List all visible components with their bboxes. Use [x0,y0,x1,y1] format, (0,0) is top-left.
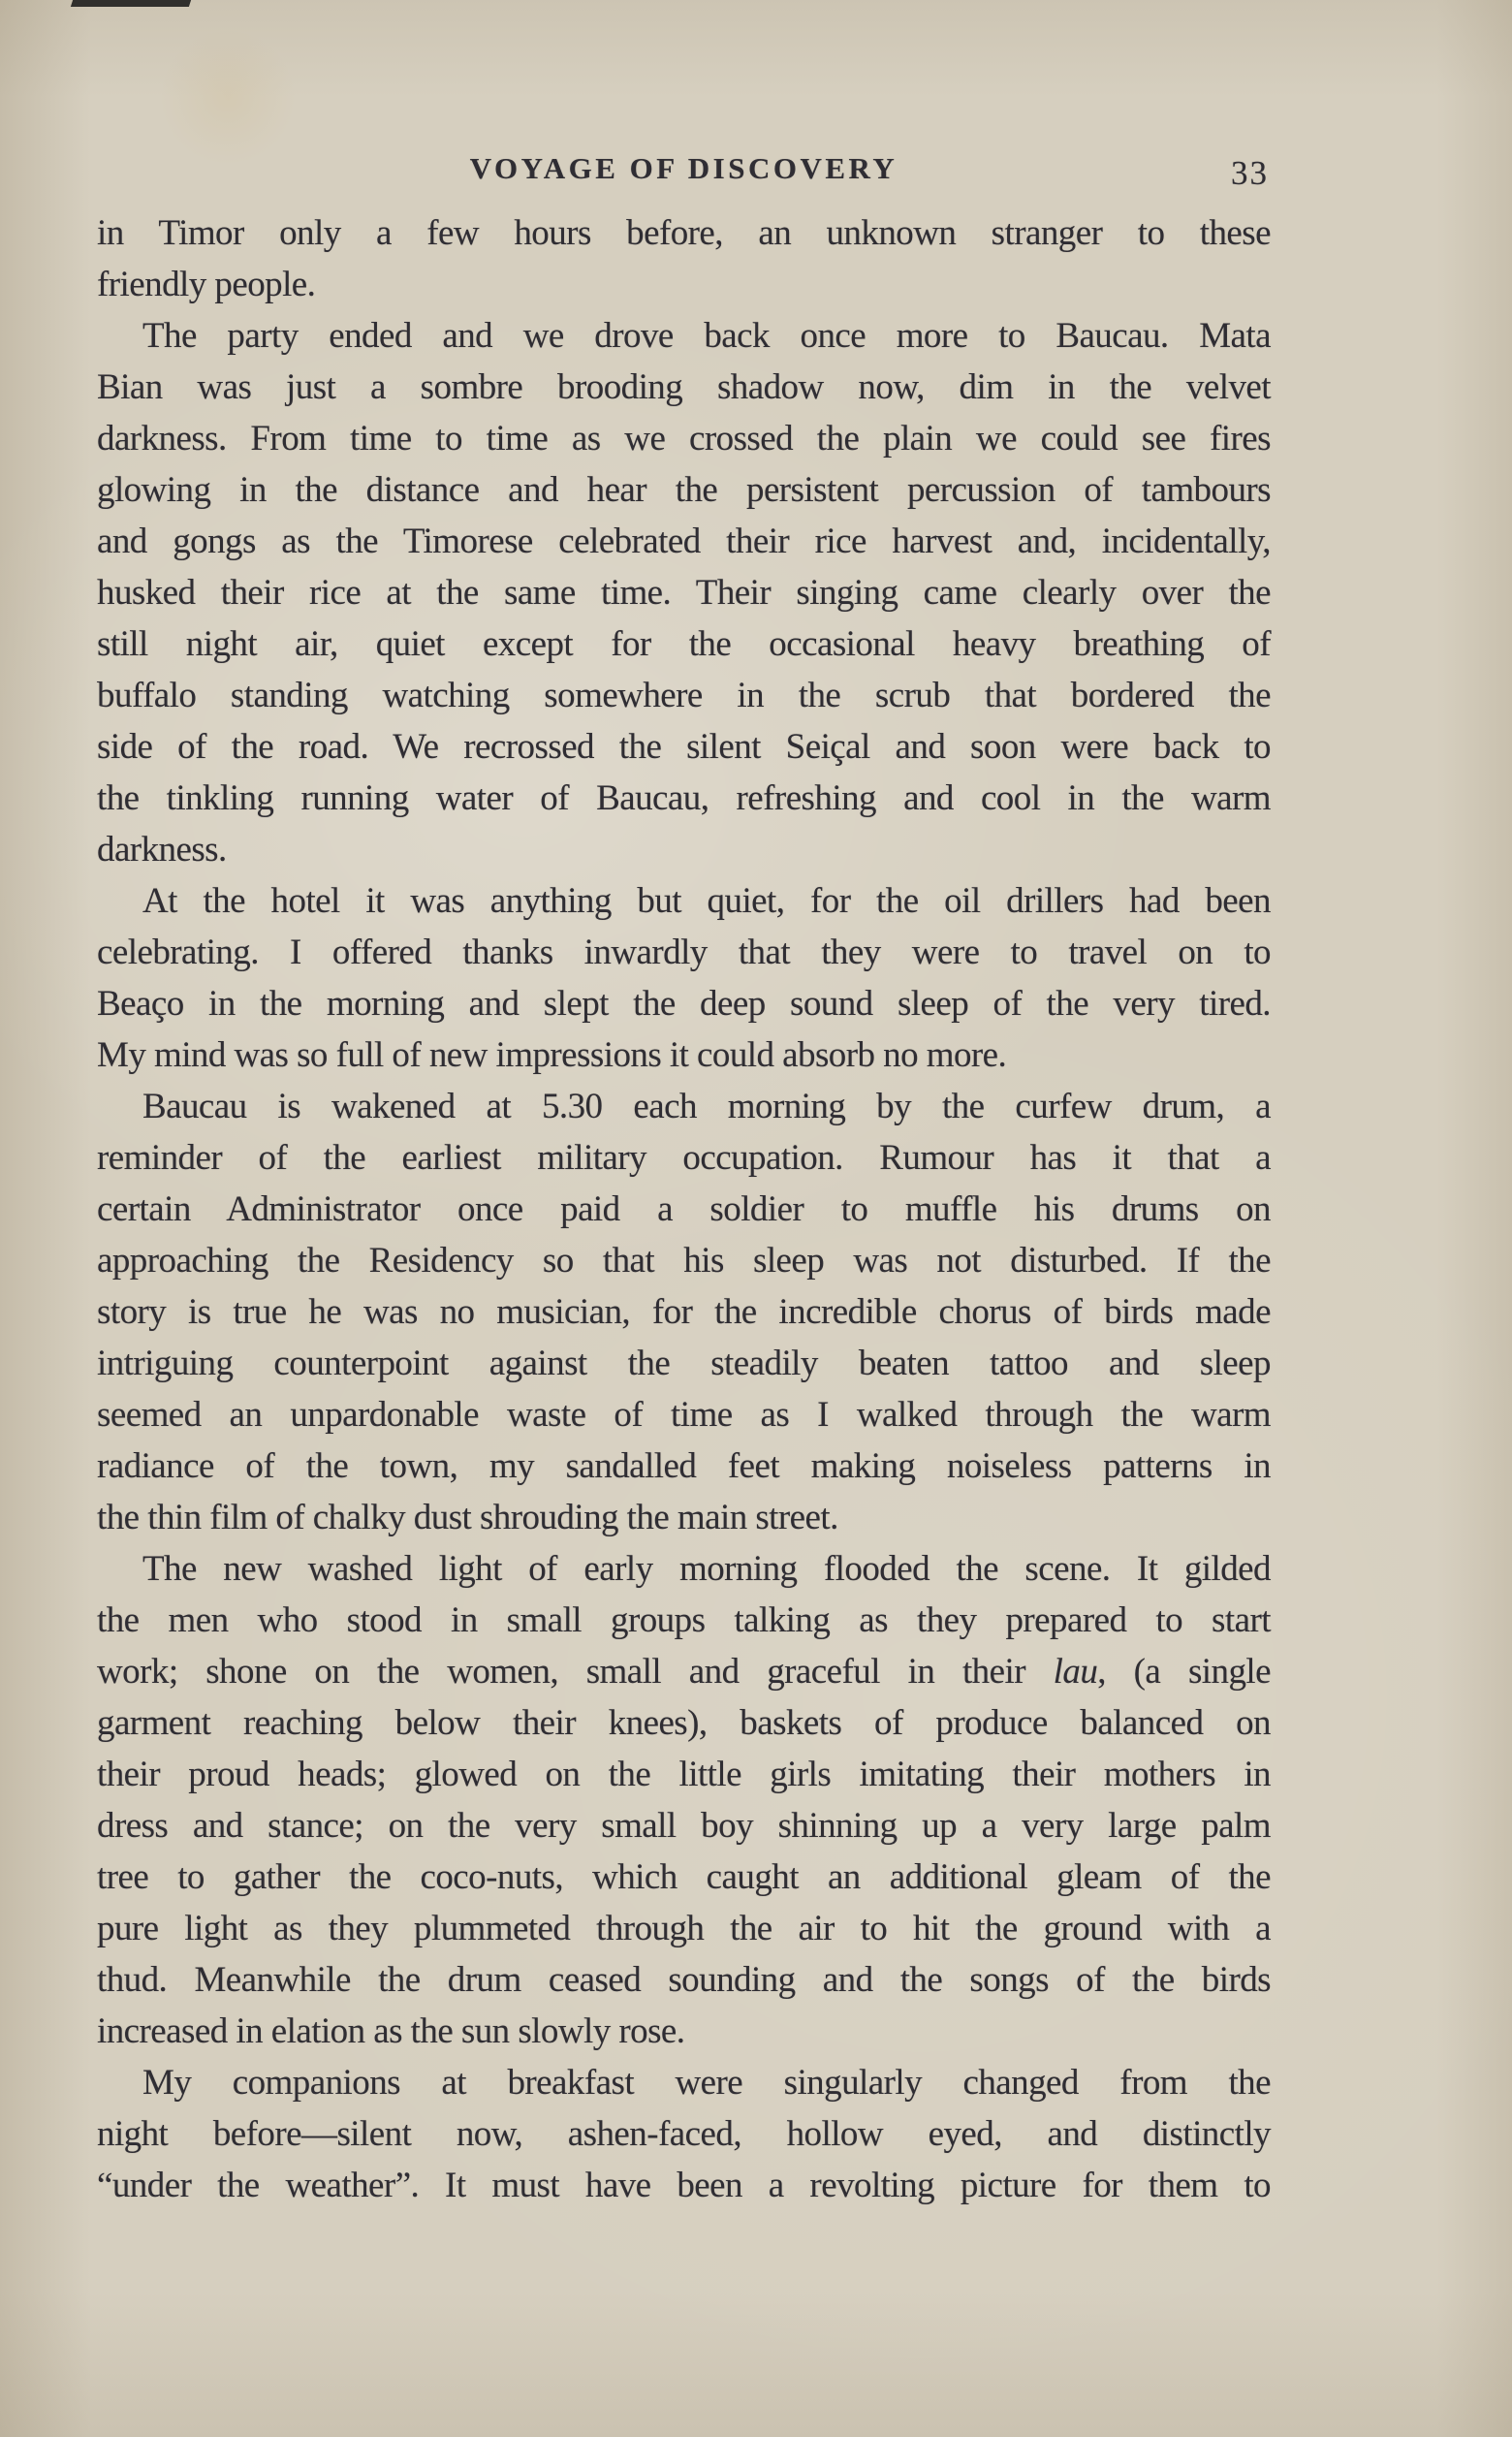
text-line: Beaço in the morning and slept the deep sound sleep of the very tired. [97,984,1271,1024]
text-line: radiance of the town, my sandalled feet making noiseless patterns in [97,1446,1271,1486]
text-line: approaching the Residency so that his sleep was not disturbed. If the [97,1241,1271,1281]
text-line: their proud heads; glowed on the little girls imitating their mothers in [97,1755,1271,1794]
text-line: dress and stance; on the very small boy shinning up a very large palm [97,1806,1271,1846]
text-line: the men who stood in small groups talking as they prepared to start [97,1600,1271,1640]
page-number: 33 [1231,154,1269,192]
text-line: Baucau is wakened at 5.30 each morning by the curfew drum, a [142,1087,1271,1126]
text-line: glowing in the distance and hear the persistent percussion of tambours [97,470,1271,510]
text-line: The party ended and we drove back once more to Baucau. Mata [142,316,1271,356]
text-line: darkness. From time to time as we crossed the plain we could see fires [97,419,1271,459]
text-line: thud. Meanwhile the drum ceased sounding and the songs of the birds [97,1960,1271,2000]
text-line: story is true he was no musician, for the incredible chorus of birds made [97,1292,1271,1332]
scan-edge-artifact [71,0,191,7]
text-line: intriguing counterpoint against the steadily beaten tattoo and sleep [97,1344,1271,1383]
text-line: darkness. [97,830,227,870]
text-line: My companions at breakfast were singularly changed from the [142,2063,1271,2103]
text-line: the tinkling running water of Baucau, refreshing and cool in the warm [97,778,1271,818]
text-line: The new washed light of early morning flooded the scene. It gilded [142,1549,1271,1589]
text-segment: work; shone on the women, small and graceful in their [97,1652,1054,1692]
running-header [97,147,1271,190]
text-line: seemed an unpardonable waste of time as I walked through the warm [97,1395,1271,1435]
text-line: Bian was just a sombre brooding shadow now, dim in the velvet [97,367,1271,407]
text-line: night before—silent now, ashen-faced, hollow eyed, and distinctly [97,2114,1271,2154]
body-text-block [97,207,1271,2211]
text-line: celebrating. I offered thanks inwardly that they were to travel on to [97,933,1271,972]
text-line: increased in elation as the sun slowly rose. [97,2011,685,2051]
text-line: pure light as they plummeted through the air to hit the ground with a [97,1909,1271,1948]
text-line: At the hotel it was anything but quiet, for the oil drillers had been [142,881,1271,921]
text-line: reminder of the earliest military occupation. Rumour has it that a [97,1138,1271,1178]
running-title: VOYAGE OF DISCOVERY [469,151,898,185]
text-line: friendly people. [97,265,316,304]
text-line: tree to gather the coco-nuts, which caught an additional gleam of the [97,1857,1271,1897]
text-segment: , (a single [1097,1652,1271,1692]
text-line: “under the weather”. It must have been a revolting picture for them to [97,2166,1271,2205]
text-line: buffalo standing watching somewhere in the scrub that bordered the [97,676,1271,715]
text-line: still night air, quiet except for the occasional heavy breathing of [97,624,1271,664]
text-line: in Timor only a few hours before, an unknown stranger to these [97,213,1271,253]
italic-term: lau [1053,1652,1098,1692]
text-line: side of the road. We recrossed the silent Seiçal and soon were back to [97,727,1271,767]
text-line: certain Administrator once paid a soldier to muffle his drums on [97,1189,1271,1229]
text-line: garment reaching below their knees), baskets of produce balanced on [97,1703,1271,1743]
text-line: My mind was so full of new impressions it could absorb no more. [97,1035,1007,1075]
text-line: husked their rice at the same time. Their singing came clearly over the [97,573,1271,613]
text-line: the thin film of chalky dust shrouding the main street. [97,1498,838,1537]
text-line: and gongs as the Timorese celebrated their rice harvest and, incidentally, [97,522,1271,561]
text-line [97,1646,1271,1697]
